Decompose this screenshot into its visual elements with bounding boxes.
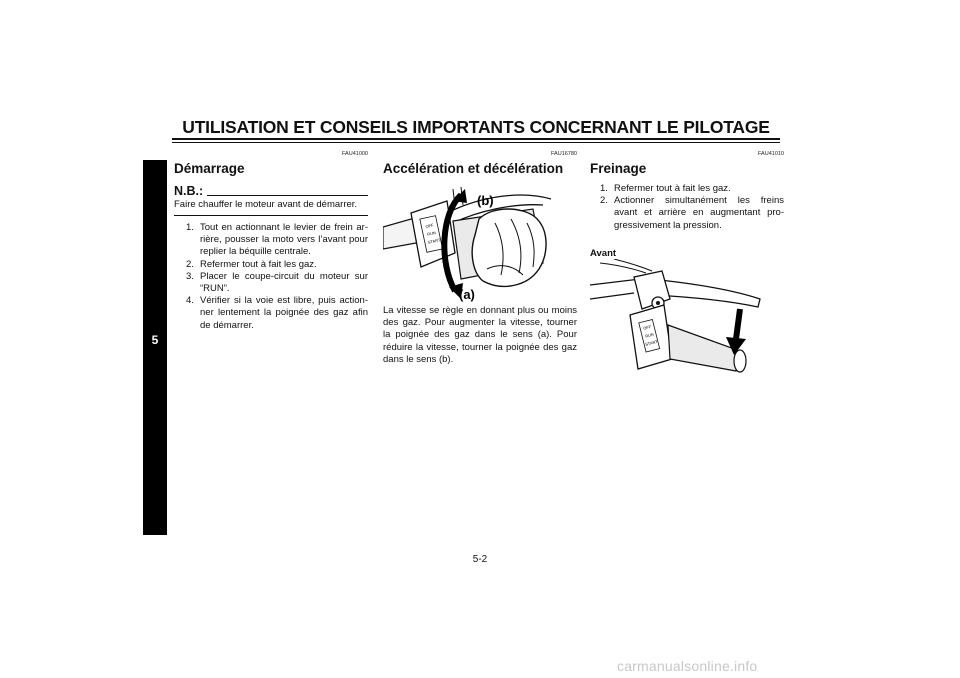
page-header-title: UTILISATION ET CONSEILS IMPORTANTS CONCERNANT LE PILOTAGE — [182, 117, 770, 137]
section-heading: Freinage — [590, 161, 647, 176]
list-item: 4. Vérifier si la voie est libre, puis actionner lentement la poignée des gaz afin de démarrer. — [186, 295, 368, 331]
section-freinage — [590, 151, 784, 377]
throttle-grip-illustration — [383, 183, 577, 305]
list-item: 2. Actionner simultanément les freins avant et arrière en augmentant progressivement la pression. — [600, 195, 784, 231]
switch-label: RUN — [644, 331, 655, 339]
section-heading: Démarrage — [174, 161, 245, 176]
section-code: FAU41000 — [342, 151, 368, 157]
front-brake-lever-illustration — [590, 259, 784, 377]
step-list — [174, 222, 368, 332]
header-rule — [172, 138, 780, 140]
list-item: 3. Placer le coupe-circuit du moteur sur “RUN”. — [186, 270, 368, 295]
list-item: 2. Refermer tout à fait les gaz. — [186, 258, 317, 270]
switch-label: START — [427, 237, 441, 245]
section-heading: Accélération et décélération — [383, 161, 564, 176]
section-paragraph: La vitesse se règle en donnant plus ou moins des gaz. Pour augmenter la vitesse, tourner la poignée des gaz dans le sens (a). Pour réduire la vitesse, tourner la poignée des gaz dans le sens (b). — [383, 305, 577, 365]
note-text: Faire chauffer le moteur avant de démarrer. — [174, 198, 368, 216]
switch-label: START — [644, 338, 659, 347]
note-title-rule — [207, 194, 368, 196]
watermark: carmanualsonline.info — [617, 658, 758, 674]
figure-label-avant: Avant — [590, 247, 617, 259]
section-acceleration — [383, 151, 577, 366]
page-number: 5-2 — [472, 554, 488, 565]
chapter-tab — [143, 160, 167, 535]
header-rule-thin — [172, 142, 780, 143]
list-item: 1. Refermer tout à fait les gaz. — [600, 183, 731, 194]
figure-label-a: (a) — [459, 287, 475, 302]
list-item: 1. Tout en actionnant le levier de frein arrière, pousser la moto vers l’avant pour replier la béquille centrale. — [186, 222, 368, 258]
section-code: FAU16780 — [551, 151, 577, 157]
note-title: N.B.: — [174, 184, 204, 198]
note-box — [174, 184, 368, 198]
section-code: FAU41010 — [758, 151, 784, 157]
switch-label: OFF — [425, 222, 434, 229]
figure-label-b: (b) — [477, 193, 494, 208]
switch-label: OFF — [642, 323, 652, 331]
chapter-number: 5 — [151, 333, 159, 347]
step-list — [590, 183, 784, 232]
section-demarrage — [174, 151, 368, 332]
switch-label: RUN — [426, 230, 437, 237]
